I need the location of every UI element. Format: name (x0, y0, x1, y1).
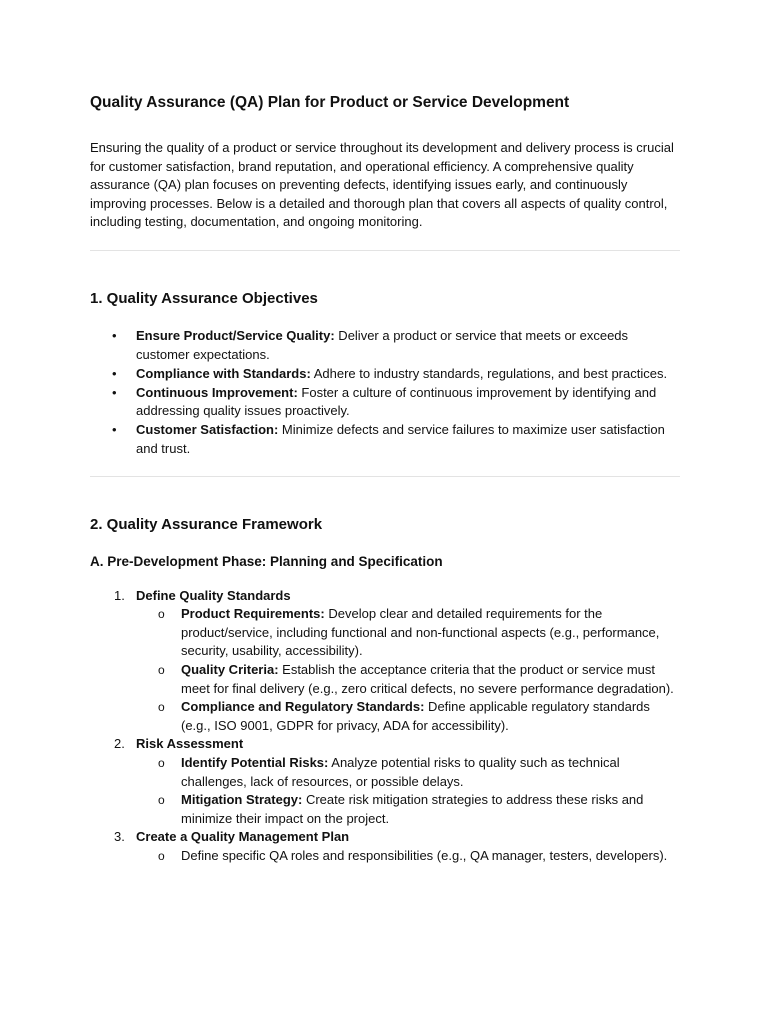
sub-item (136, 754, 680, 791)
sub-text: Develop clear and detailed requirements for the product/service, including functional and non-functional aspects (e.g., performance, security, usability, accessibility). (181, 606, 660, 659)
item-label: Customer Satisfaction: (136, 422, 279, 438)
sub-label: Mitigation Strategy: (181, 792, 303, 808)
document-body (90, 93, 680, 866)
step-item (90, 587, 680, 736)
item-text: Foster a culture of continuous improvement by identifying and addressing quality issues proactively. (136, 384, 657, 419)
sub-list (136, 754, 680, 828)
sub-text: Define applicable regulatory standards (e.g., ISO 9001, GDPR for privacy, ADA for accessibility). (181, 699, 650, 733)
step-title: Risk Assessment (136, 736, 244, 752)
phase-subheading: A. Pre-Development Phase: Planning and Specification (90, 553, 443, 569)
step-title: Create a Quality Management Plan (136, 829, 350, 845)
sub-text: Analyze potential risks to quality such as technical challenges, lack of resources, or possible delays. (181, 754, 620, 789)
sub-text: Establish the acceptance criteria that the product or service must meet for final delivery (e.g., zero critical defects, no severe performance degradation). (181, 662, 674, 696)
framework-steps (90, 587, 680, 866)
list-item (90, 327, 680, 364)
item-text: Deliver a product or service that meets or exceeds customer expectations. (136, 327, 629, 362)
objectives-list (90, 327, 680, 459)
item-text: Adhere to industry standards, regulations, and best practices. (310, 365, 668, 381)
list-item (90, 384, 680, 421)
divider (90, 250, 680, 251)
step-item (90, 735, 680, 828)
circle-bullet-icon: o (158, 663, 165, 677)
document-title: Quality Assurance (QA) Plan for Product or Service Development (90, 94, 570, 111)
item-label: Compliance with Standards: (136, 365, 311, 381)
step-title: Define Quality Standards (136, 587, 291, 603)
list-item (90, 421, 680, 458)
sub-label: Compliance and Regulatory Standards: (181, 699, 425, 715)
sub-list (136, 605, 680, 735)
sub-item (136, 791, 680, 828)
item-text: Minimize defects and service failures to maximize user satisfaction and trust. (136, 422, 665, 457)
sub-item (136, 847, 680, 866)
item-label: Ensure Product/Service Quality: (136, 327, 335, 343)
step-number: 2. (114, 736, 125, 752)
circle-bullet-icon: o (158, 755, 165, 770)
step-item (90, 828, 680, 865)
section-1-heading: 1. Quality Assurance Objectives (90, 289, 318, 307)
sub-label: Product Requirements: (181, 606, 325, 622)
circle-bullet-icon: o (158, 607, 165, 622)
circle-bullet-icon: o (158, 793, 165, 808)
intro-paragraph: Ensuring the quality of a product or service throughout its development and delivery process is crucial for customer satisfaction, brand reputation, and operational efficiency. A comprehensive quality assurance (QA) plan focuses on preventing defects, identifying issues early, and continuously improving processes. Below is a detailed and thorough plan that covers all aspects of quality control, including testing, documentation, and ongoing monitoring. (90, 140, 674, 230)
circle-bullet-icon: o (158, 848, 165, 863)
step-number: 3. (114, 829, 125, 845)
sub-item (136, 698, 680, 735)
sub-text: Define specific QA roles and responsibilities (e.g., QA manager, testers, developers). (181, 847, 668, 863)
section-2-heading: 2. Quality Assurance Framework (90, 515, 323, 533)
list-item (90, 365, 680, 384)
item-label: Continuous Improvement: (136, 384, 298, 400)
divider (90, 476, 680, 477)
sub-text: Create risk mitigation strategies to address these risks and minimize their impact on the project. (181, 792, 644, 826)
sub-item (136, 661, 680, 698)
circle-bullet-icon: o (158, 700, 165, 715)
sub-label: Identify Potential Risks: (181, 754, 329, 770)
sub-label: Quality Criteria: (181, 662, 279, 677)
step-number: 1. (114, 587, 125, 603)
sub-item (136, 605, 680, 661)
sub-list (136, 847, 680, 866)
